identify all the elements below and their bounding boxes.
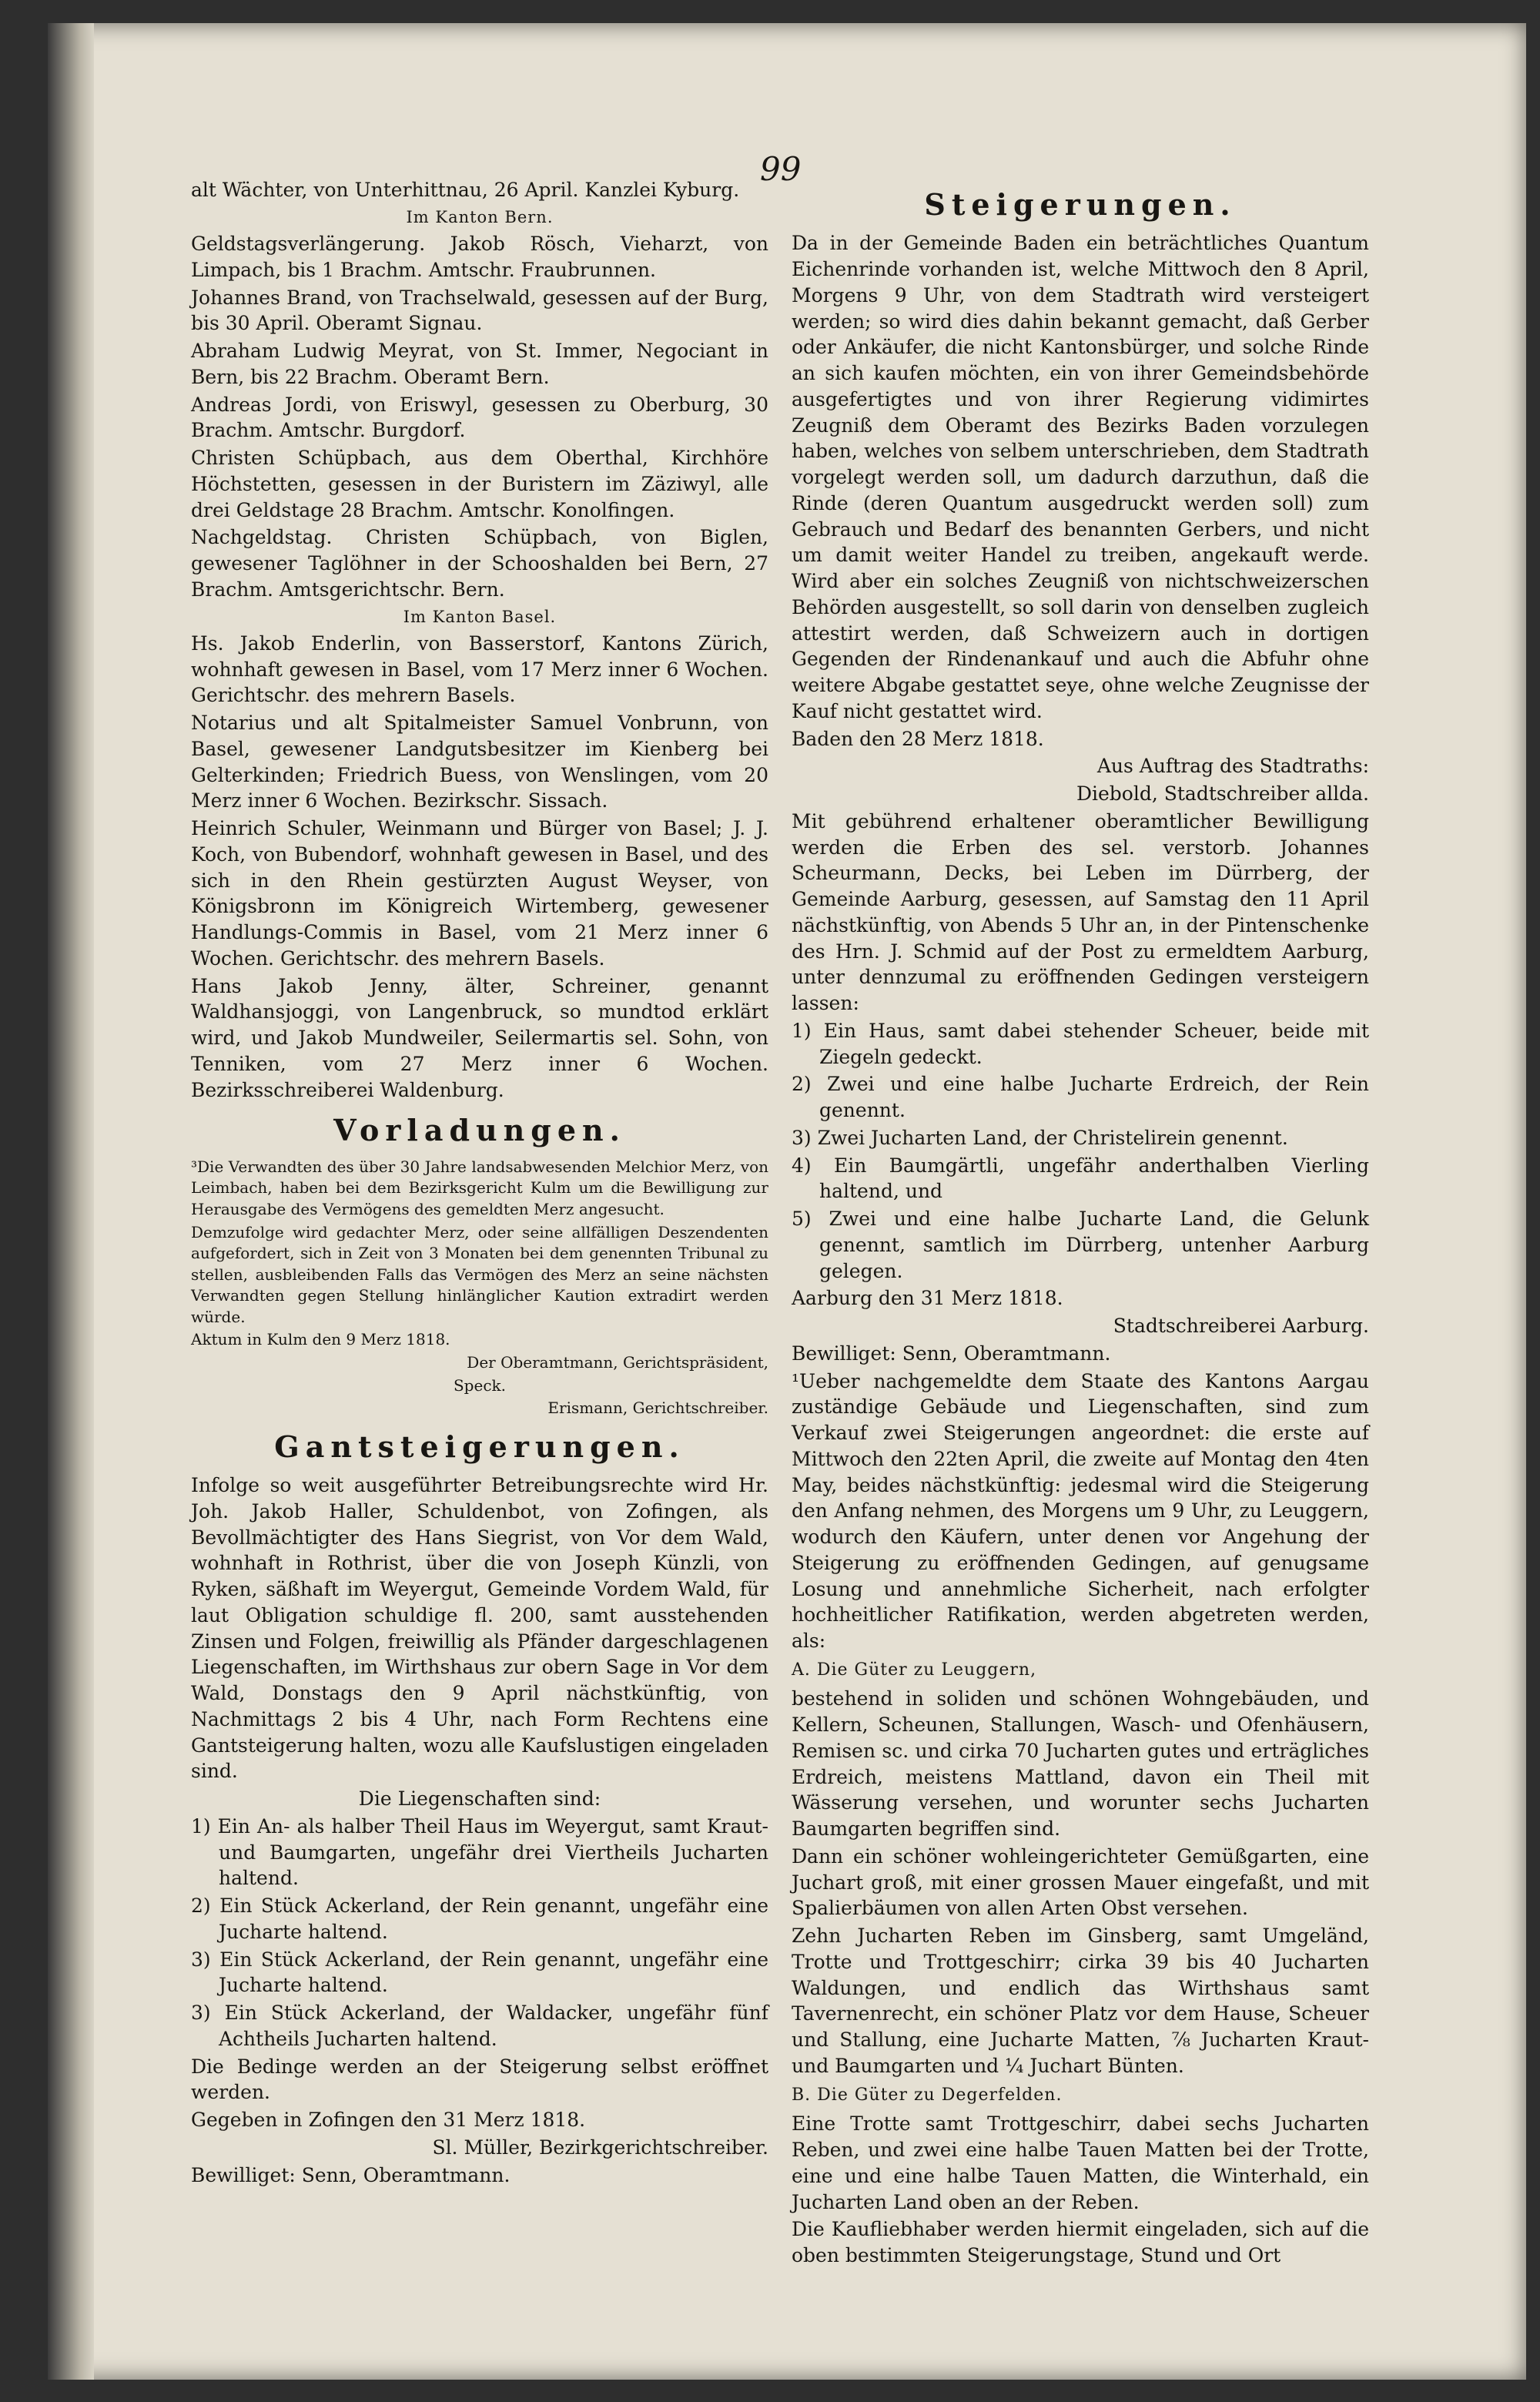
bern-entry: Andreas Jordi, von Eriswyl, gesessen zu Oberburg, 30 Brachm. Amtschr. Burgdorf. bbox=[191, 393, 768, 442]
aarburg-bewilligt: Bewilliget: Senn, Oberamtmann. bbox=[792, 1342, 1111, 1365]
basel-entry: Heinrich Schuler, Weinmann und Bürger von Basel; J. J. Koch, von Bubendorf, wohnhaft gewesen in Basel, und des sich in den Rhein gestürzten August Weyser, von Königsbronn im Königreich Wirtemberg, gewesener Handlungs-Commis in Basel, vom 21 Merz inner 6 Wochen. Gerichtschr. des mehrern Basels. bbox=[191, 817, 768, 970]
vorladungen-heading: Vorladungen. bbox=[333, 1113, 626, 1148]
vorladungen-paragraph: ³Die Verwandten des über 30 Jahre landsabwesenden Melchior Merz, von Leimbach, haben bei dem Bezirksgericht Kulm um die Bewilligung zur Herausgabe des Vermögens des gemeldten Merz angesucht. bbox=[191, 1157, 768, 1218]
basel-entry: Hans Jakob Jenny, älter, Schreiner, genannt Waldhansjoggi, von Langenbruck, so mundtod erklärt wird, und Jakob Mundweiler, Seilermartis sel. Sohn, von Tenniken, vom 27 Merz inner 6 Wochen. Bezirksschreiberei Waldenburg. bbox=[191, 974, 768, 1101]
aarburg-paragraph: Mit gebührend erhaltener oberamtlicher Bewilligung werden die Erben des sel. verstorb. Johannes Scheurmann, Decks, bei Leben im Dürrberg, der Gemeinde Aarburg, gesessen, auf Samstag den 11 April nächstkünftig, von Abends 5 Uhr an, in der Pintenschenke des Hrn. J. Schmid auf der Post zu ermeldtem Aarburg, unter dennzumal zu eröffnenden Gedingen versteigern lassen: bbox=[792, 809, 1369, 1015]
bern-entry: Abraham Ludwig Meyrat, von St. Immer, Negociant in Bern, bis 22 Brachm. Oberamt Bern. bbox=[191, 340, 768, 388]
aarburg-date: Aarburg den 31 Merz 1818. bbox=[792, 1287, 1063, 1310]
basel-entry: Notarius und alt Spitalmeister Samuel Vonbrunn, von Basel, gewesener Landgutsbesitzer im Kienberg bei Gelterkinden; Friedrich Buess, von Wenslingen, vom 20 Merz inner 6 Wochen. Bezirkschr. Sissach. bbox=[191, 712, 768, 812]
gantsteigerungen-heading: Gantsteigerungen. bbox=[274, 1429, 685, 1464]
aarburg-list-item: 4) Ein Baumgärtli, ungefähr anderthalben Vierling haltend, und bbox=[792, 1154, 1369, 1203]
degerfelden-paragraph: Eine Trotte samt Trottgeschirr, dabei sechs Jucharten Reben, und zwei eine halbe Tauen Matten bei der Trotte, eine und eine halbe Tauen Matten, die Winterhald, ein Jucharten Land oben an der Reben. bbox=[792, 2112, 1369, 2213]
steig-date: Baden den 28 Merz 1818. bbox=[792, 727, 1044, 750]
aarburg-list-item: 1) Ein Haus, samt dabei stehender Scheuer, beide mit Ziegeln gedeckt. bbox=[792, 1019, 1369, 1068]
bern-entry: Johannes Brand, von Trachselwald, gesessen auf der Burg, bis 30 April. Oberamt Signau. bbox=[191, 286, 768, 335]
vorladungen-paragraph: Demzufolge wird gedachter Merz, oder seine allfälligen Deszendenten aufgefordert, sich in Zeit von 3 Monaten bei dem genennten Tribunal zu stellen, ausbleibenden Falls das Vermögen des Merz an seine nächsten Verwandten gegen Stellung hinlänglicher Kaution extradirt werden würde. bbox=[191, 1222, 768, 1326]
bern-entry: Christen Schüpbach, aus dem Oberthal, Kirchhöre Höchstetten, gesessen in der Buristern im Zäziwyl, alle drei Geldstage 28 Brachm. Amtschr. Konolfingen. bbox=[191, 447, 768, 521]
kanton-basel-header: Im Kanton Basel. bbox=[403, 607, 557, 626]
gant-list-header: Die Liegenschaften sind: bbox=[358, 1787, 601, 1811]
gant-date: Gegeben in Zofingen den 31 Merz 1818. bbox=[191, 2109, 586, 2132]
vorladungen-signature: Der Oberamtmann, Gerichtspräsident, bbox=[467, 1353, 768, 1372]
degerfelden-paragraph: Die Kaufliebhaber werden hiermit eingeladen, sich auf die oben bestimmten Steigerungstage, Stund und Ort bbox=[792, 2218, 1369, 2267]
intro-paragraph: alt Wächter, von Unterhittnau, 26 April. Kanzlei Kyburg. bbox=[191, 179, 740, 201]
leuggern-paragraph: Dann ein schöner wohleingerichteter Gemüßgarten, eine Juchart groß, mit einer grossen Mauer eingefaßt, und mit Spalierbäumen von allen Arten Obst versehen. bbox=[792, 1844, 1369, 1920]
bern-entry: Geldstagsverlängerung. Jakob Rösch, Vieharzt, von Limpach, bis 1 Brachm. Amtschr. Fraubrunnen. bbox=[191, 233, 768, 281]
gant-paragraph: Infolge so weit ausgeführter Betreibungsrechte wird Hr. Joh. Jakob Haller, Schuldenbot, von Zofingen, als Bevollmächtigter des Hans Siegrist, von Vor dem Wald, wohnhaft in Rothrist, über die von Joseph Künzli, von Ryken, säßhaft im Weyergut, Gemeinde Vordem Wald, für laut Obligation schuldige fl. 200, samt ausstehenden Zinsen und Folgen, freiwillig als Pfänder dargeschlagenen Liegenschaften, im Wirthshaus zur obern Sage in Vor dem Wald, Donstags den 9 April nächstkünftig, von Nachmittags 2 bis 4 Uhr, nach Form Rechtens eine Gantsteigerung halten, wozu alle Kaufslustigen eingeladen sind. bbox=[191, 1474, 768, 1783]
aarburg-signature: Stadtschreiberei Aarburg. bbox=[1113, 1315, 1369, 1338]
bern-entry: Nachgeldstag. Christen Schüpbach, von Biglen, gewesener Taglöhner in der Schooshalden bei Bern, 27 Brachm. Amtsgerichtschr. Bern. bbox=[191, 526, 768, 601]
vorladungen-paragraph: Aktum in Kulm den 9 Merz 1818. bbox=[191, 1330, 450, 1349]
kanton-bern-header: Im Kanton Bern. bbox=[406, 207, 554, 226]
aarburg-list-item: 5) Zwei und eine halbe Jucharte Land, die Gelunk genennt, samtlich im Dürrberg, untenher Aarburg gelegen. bbox=[792, 1208, 1369, 1282]
steigerungen-heading: Steigerungen. bbox=[924, 187, 1237, 222]
gant-bewilligt: Bewilliget: Senn, Oberamtmann. bbox=[191, 2163, 511, 2186]
steig-paragraph: Da in der Gemeinde Baden ein beträchtliches Quantum Eichenrinde vorhanden ist, welche Mittwoch den 8 April, Morgens 9 Uhr, von dem Stadtrath wird versteigert werden; so wird dies dahin bekannt gemacht, daß Gerber oder Ankäufer, die nicht Kantonsbürger, und solche Rinde an sich kaufen möchten, ein von ihrer Gemeindsbehörde ausgefertigtes und von ihrer Regierung vidimirtes Zeugniß dem Oberamt des Bezirks Baden vorzulegen haben, welches von selbem unterschrieben, dem Stadtrath vorgelegt werden soll, um dadurch darzuthun, daß die Rinde (deren Quantum ausgedruckt werden soll) zum Gebrauch und Bedarf des benannten Gerbers, und nicht um damit weiter Handel zu treiben, angekauft werde. Wird aber ein solches Zeugniß von nichtschweizerschen Behörden ausgestellt, so soll darin von denselben zugleich attestirt werden, daß Schweizern auch in dortigen Gegenden der Rindenankauf und auch die Abfuhr ohne weitere Abgabe gestattet seye, ohne welche Zeugnisse der Kauf nicht gestattet wird. bbox=[792, 232, 1369, 722]
newspaper-page bbox=[48, 23, 1526, 2380]
gant-signature: Sl. Müller, Bezirkgerichtschreiber. bbox=[432, 2136, 768, 2159]
right-column bbox=[792, 177, 1369, 2270]
steig-signature: Diebold, Stadtschreiber allda. bbox=[1076, 782, 1369, 806]
aarburg-list-item: 2) Zwei und eine halbe Jucharte Erdreich, der Rein genennt. bbox=[792, 1073, 1369, 1122]
subheading-degerfelden: B. Die Güter zu Degerfelden. bbox=[792, 2085, 1063, 2105]
gant-paragraph: Die Bedinge werden an der Steigerung selbst eröffnet werden. bbox=[191, 2055, 768, 2104]
gant-list-item: 2) Ein Stück Ackerland, der Rein genannt, ungefähr eine Jucharte haltend. bbox=[191, 1894, 768, 1943]
book-spine bbox=[48, 23, 94, 2380]
aarburg-list-item: 3) Zwei Jucharten Land, der Christelirein genennt. bbox=[792, 1126, 1288, 1149]
leuggern-paragraph: Zehn Jucharten Reben im Ginsberg, samt Umgeländ, Trotte und Trottgeschirr; cirka 39 bis 40 Jucharten Waldungen, und endlich das Wirthshaus samt Tavernenrecht, ein schöner Platz vor dem Hause, Scheuer und Stallung, eine Jucharte Matten, ⅞ Jucharten Kraut- und Baumgarten und ¼ Juchart Bünten. bbox=[792, 1925, 1369, 2077]
vorladungen-signature: Speck. bbox=[453, 1375, 507, 1395]
vorladungen-signature: Erismann, Gerichtschreiber. bbox=[547, 1399, 768, 1418]
steig-signature: Aus Auftrag des Stadtraths: bbox=[1096, 755, 1369, 778]
basel-entry: Hs. Jakob Enderlin, von Basserstorf, Kantons Zürich, wohnhaft gewesen in Basel, vom 17 Merz inner 6 Wochen. Gerichtschr. des mehrern Basels. bbox=[191, 631, 768, 707]
leuggern-paragraph: bestehend in soliden und schönen Wohngebäuden, und Kellern, Scheunen, Stallungen, Wasch- und Ofenhäusern, Remisen sc. und cirka 70 Jucharten gutes und erträgliches Erdreich, meistens Mattland, davon ein Theil mit Wässerung versehen, und worunter sechs Jucharten Baumgarten begriffen sind. bbox=[792, 1687, 1369, 1841]
leuggern-paragraph: ¹Ueber nachgemeldte dem Staate des Kantons Aargau zuständige Gebäude und Liegenschaften, sind zum Verkauf zwei Steigerungen angeordnet: die erste auf Mittwoch den 22ten April, die zweite auf Montag den 4ten May, beides nächstkünftig: jedesmal wird die Steigerung den Anfang nehmen, des Morgens um 9 Uhr, zu Leuggern, wodurch den Käufern, unter denen vor Angehung der Steigerung zu eröffnenden Gedingen, auf genugsame Losung und annehmliche Sicherheit, nach erfolgter hochheitlicher Ratifikation, werden abgetreten werden, als: bbox=[792, 1369, 1369, 1653]
subheading-leuggern: A. Die Güter zu Leuggern, bbox=[792, 1660, 1037, 1680]
left-column bbox=[191, 177, 768, 2189]
gant-list-item: 3) Ein Stück Ackerland, der Rein genannt, ungefähr eine Jucharte haltend. bbox=[191, 1948, 768, 1997]
gant-list-item: 3) Ein Stück Ackerland, der Waldacker, ungefähr fünf Achtheils Jucharten haltend. bbox=[191, 2002, 768, 2050]
page-number: 99 bbox=[760, 150, 802, 188]
gant-list-item: 1) Ein An- als halber Theil Haus im Weyergut, samt Kraut- und Baumgarten, ungefähr drei Viertheils Jucharten haltend. bbox=[191, 1814, 768, 1890]
